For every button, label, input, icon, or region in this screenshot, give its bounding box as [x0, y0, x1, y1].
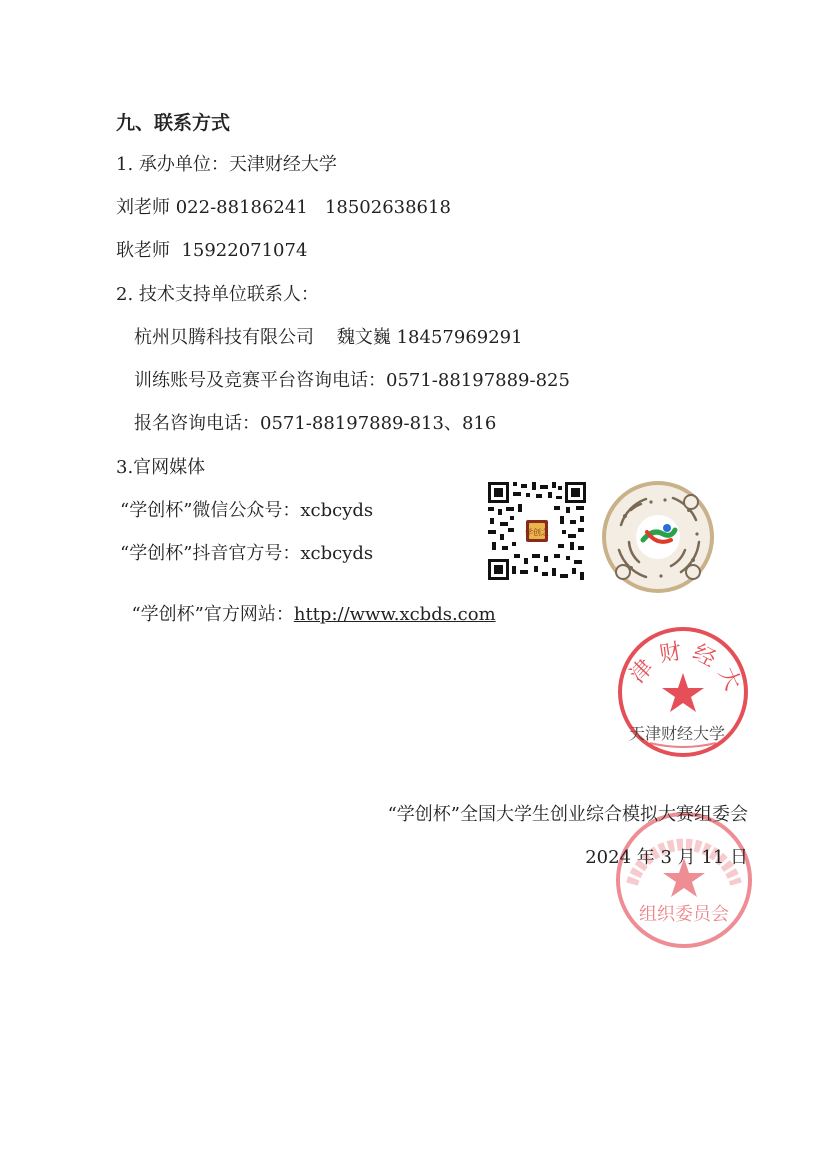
- contact-teacher-geng: 耿老师 15922071074: [116, 240, 308, 261]
- website-label: “学创杯”官方网站：: [131, 604, 294, 625]
- committee-seal-text: 组织委员会: [639, 904, 729, 925]
- university-seal-label: 天津财经大学: [629, 724, 726, 743]
- support-company: 杭州贝腾科技有限公司 魏文巍 18457969291: [134, 327, 523, 348]
- contact-teacher-liu: 刘老师 022-88186241 18502638618: [116, 197, 451, 218]
- douyin-mini-program-code: [601, 480, 715, 594]
- qr-badge-text: 学创之: [525, 528, 549, 537]
- website-line: [120, 588, 496, 624]
- host-line: 1. 承办单位：天津财经大学: [116, 154, 337, 175]
- wechat-qr-code: [488, 482, 586, 580]
- section-heading: 九、联系方式: [116, 112, 231, 134]
- committee-seal: [612, 808, 756, 952]
- organizing-committee: “学创杯”全国大学生创业综合模拟大赛组委会: [387, 804, 748, 825]
- issue-date: 2024 年 3 月 11 日: [585, 847, 748, 868]
- support-training-phone: 训练账号及竞赛平台咨询电话：0571-88197889-825: [134, 370, 570, 391]
- media-heading: 3.官网媒体: [116, 457, 206, 478]
- support-signup-phone: 报名咨询电话：0571-88197889-813、816: [134, 413, 497, 434]
- douyin-account: “学创杯”抖音官方号：xcbcyds: [120, 543, 374, 564]
- support-heading: 2. 技术支持单位联系人：: [116, 284, 319, 305]
- wechat-account: “学创杯”微信公众号：xcbcyds: [120, 500, 374, 521]
- website-link[interactable]: http://www.xcbds.com: [293, 604, 496, 625]
- seal-arc-text: 津财经大: [625, 637, 749, 702]
